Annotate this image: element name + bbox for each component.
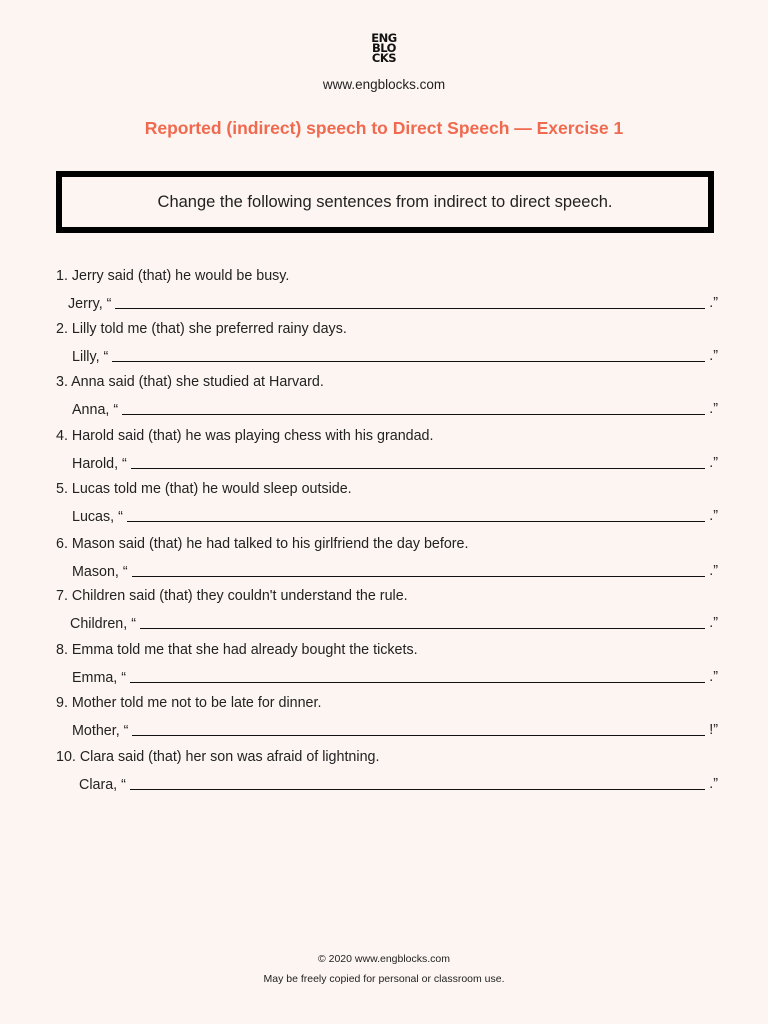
answer-row: [72, 505, 718, 525]
question-text: 6. Mason said (that) he had talked to his girlfriend the day before.: [56, 536, 469, 552]
answer-row: [72, 398, 718, 418]
answer-end: .”: [709, 401, 718, 417]
answer-row: [72, 345, 718, 365]
answer-row: [79, 773, 718, 793]
answer-end: !”: [709, 722, 718, 738]
question-text: 2. Lilly told me (that) she preferred rainy days.: [56, 321, 347, 337]
logo-line-1: ENG: [371, 31, 397, 45]
site-url[interactable]: www.engblocks.com: [322, 77, 446, 92]
question-text: 8. Emma told me that she had already bought the tickets.: [56, 642, 418, 658]
answer-prefix: Emma, “: [72, 670, 127, 686]
answer-row: [72, 560, 718, 580]
answer-prefix: Harold, “: [72, 456, 127, 472]
answer-prefix: Lucas, “: [72, 509, 123, 525]
answer-prefix: Lilly, “: [72, 349, 109, 365]
answer-row: [72, 666, 718, 686]
answer-prefix: Jerry, “: [68, 296, 112, 312]
answer-end: .”: [709, 295, 718, 311]
instruction-text: Change the following sentences from indirect to direct speech.: [157, 192, 613, 211]
answer-blank[interactable]: [140, 614, 705, 629]
answer-prefix: Mother, “: [72, 723, 129, 739]
answer-end: .”: [709, 348, 718, 364]
answer-end: .”: [709, 615, 718, 631]
answer-end: .”: [709, 776, 718, 792]
question-text: 7. Children said (that) they couldn't understand the rule.: [56, 588, 408, 604]
answer-prefix: Children, “: [70, 616, 136, 632]
answer-blank[interactable]: [130, 775, 705, 790]
logo-line-2: BLO: [372, 41, 396, 55]
answer-blank[interactable]: [115, 294, 705, 309]
answer-end: .”: [709, 508, 718, 524]
answer-row: [72, 452, 718, 472]
footer-copyright: © 2020 www.engblocks.com: [317, 953, 451, 965]
answer-blank[interactable]: [122, 400, 705, 415]
answer-end: .”: [709, 455, 718, 471]
answer-blank[interactable]: [127, 507, 705, 522]
answer-prefix: Anna, “: [72, 402, 119, 418]
answer-end: .”: [709, 563, 718, 579]
answer-blank[interactable]: [132, 562, 706, 577]
logo: [0, 33, 768, 63]
answer-row: [72, 719, 718, 739]
footer-license: May be freely copied for personal or classroom use.: [263, 973, 505, 985]
answer-blank[interactable]: [131, 454, 705, 469]
page-title: Reported (indirect) speech to Direct Speech — Exercise 1: [144, 118, 624, 138]
question-text: 4. Harold said (that) he was playing chess with his grandad.: [56, 428, 434, 444]
answer-end: .”: [709, 669, 718, 685]
answer-blank[interactable]: [112, 347, 705, 362]
answer-blank[interactable]: [132, 721, 705, 736]
answer-blank[interactable]: [130, 668, 705, 683]
question-text: 5. Lucas told me (that) he would sleep outside.: [56, 481, 352, 497]
question-text: 1. Jerry said (that) he would be busy.: [56, 268, 290, 284]
answer-prefix: Clara, “: [79, 777, 126, 793]
logo-line-3: CKS: [371, 51, 397, 65]
answer-row: [70, 612, 718, 632]
instruction-box: [56, 171, 714, 233]
question-text: 10. Clara said (that) her son was afraid of lightning.: [56, 749, 380, 765]
question-text: 3. Anna said (that) she studied at Harvard.: [56, 374, 324, 390]
answer-prefix: Mason, “: [72, 564, 128, 580]
answer-row: [68, 292, 718, 312]
question-text: 9. Mother told me not to be late for dinner.: [56, 695, 322, 711]
